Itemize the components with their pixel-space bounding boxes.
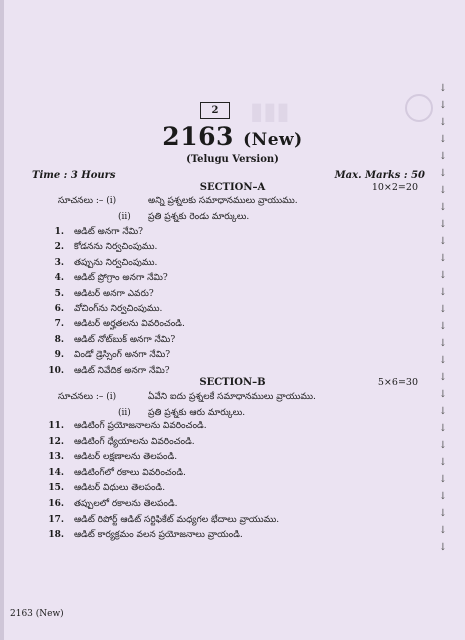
section-b-note-2-label: (ii) xyxy=(118,408,131,418)
question-row xyxy=(30,530,410,544)
down-arrow-icon: ↓ xyxy=(438,202,448,213)
paper-version: (Telugu Version) xyxy=(186,154,279,165)
down-arrow-icon: ↓ xyxy=(438,321,448,332)
question-number: 6. xyxy=(54,304,64,314)
question-row xyxy=(30,468,410,482)
down-arrow-icon: ↓ xyxy=(438,304,448,315)
show-through-badge xyxy=(405,94,433,122)
question-text: విండో డ్రెస్సింగ్ అనగా నేమి? xyxy=(74,350,171,361)
question-number: 5. xyxy=(54,288,64,299)
down-arrow-icon: ↓ xyxy=(438,253,448,264)
question-row xyxy=(30,273,410,287)
question-row xyxy=(30,258,410,272)
question-row xyxy=(30,227,410,241)
down-arrow-icon: ↓ xyxy=(438,270,448,281)
section-b-heading: SECTION–B xyxy=(199,377,266,388)
down-arrow-icon: ↓ xyxy=(438,338,448,349)
question-number: 11. xyxy=(48,421,64,431)
page-number: 2 xyxy=(200,102,230,119)
down-arrow-icon: ↓ xyxy=(438,151,448,162)
question-text: కోడనను నిర్వచింపుము. xyxy=(74,242,158,253)
section-a-note-2-label: (ii) xyxy=(118,212,131,222)
question-text: ఆడిట్ నోట్‌బుక్ అనగా నేమి? xyxy=(74,334,176,345)
section-a-note-label: సూచనలు :– (i) xyxy=(58,196,117,206)
question-text: వోచింగ్‌ను నిర్వచింపుము. xyxy=(74,304,163,314)
down-arrow-icon: ↓ xyxy=(438,355,448,366)
show-through: ▮▮▮ xyxy=(250,96,290,125)
down-arrow-icon: ↓ xyxy=(438,491,448,502)
footer-code: 2163 (New) xyxy=(10,609,64,619)
paper-code xyxy=(0,122,465,151)
down-arrow-icon: ↓ xyxy=(438,168,448,179)
down-arrow-icon: ↓ xyxy=(438,134,448,145)
question-row xyxy=(30,319,410,333)
section-a-marks: 10×2=20 xyxy=(371,182,418,193)
section-a-note-1: అన్ని ప్రశ్నలకు సమాధానములు వ్రాయుము. xyxy=(148,196,298,206)
down-arrow-icon: ↓ xyxy=(438,117,448,128)
down-arrow-icon: ↓ xyxy=(438,508,448,519)
question-text: ఆడిట్ కార్యక్రమం వలన ప్రయోజనాలు వ్రాయండి. xyxy=(74,530,243,541)
down-arrow-icon: ↓ xyxy=(438,474,448,485)
question-number: 2. xyxy=(54,242,64,253)
down-arrow-icon: ↓ xyxy=(438,406,448,417)
down-arrow-icon: ↓ xyxy=(438,219,448,230)
question-row xyxy=(30,304,410,318)
down-arrow-icon: ↓ xyxy=(438,100,448,111)
section-b-note-label: సూచనలు :– (i) xyxy=(58,392,117,402)
scan-edge xyxy=(0,0,4,640)
down-arrow-icon: ↓ xyxy=(438,440,448,451)
question-row xyxy=(30,350,410,364)
question-text: ఆడిటింగ్ ప్రయోజనాలను వివరించండి. xyxy=(74,421,207,431)
question-text: ఆడిట్ ప్రోగ్రాం అనగా నేమి? xyxy=(74,273,168,284)
down-arrow-icon: ↓ xyxy=(438,457,448,468)
question-number: 1. xyxy=(54,227,64,237)
question-row xyxy=(30,335,410,349)
down-arrow-icon: ↓ xyxy=(438,423,448,434)
question-text: ఆడిట్ అనగా నేమి? xyxy=(74,227,143,237)
question-text: ఆడిటర్ విధులు తెలపండి. xyxy=(74,483,166,494)
question-text: ఆడిటర్ అనగా ఎవరు? xyxy=(74,288,154,299)
question-number: 8. xyxy=(54,334,64,345)
exam-time: Time : 3 Hours xyxy=(32,170,116,181)
question-number: 12. xyxy=(48,436,64,447)
section-b-note-1: ఏవేని ఐదు ప్రశ్నలకే సమాధానములు వ్రాయుము. xyxy=(148,392,316,402)
question-number: 4. xyxy=(54,273,64,284)
question-number: 9. xyxy=(54,350,64,361)
down-arrow-icon: ↓ xyxy=(438,185,448,196)
question-text: ఆడిటింగ్ ధ్యేయాలను వివరించండి. xyxy=(74,436,195,447)
section-b-note-2: ప్రతి ప్రశ్నకు ఆరు మార్కులు. xyxy=(148,408,246,418)
question-row xyxy=(30,515,410,529)
question-number: 18. xyxy=(48,530,64,541)
down-arrow-icon: ↓ xyxy=(438,372,448,383)
down-arrow-icon: ↓ xyxy=(438,525,448,536)
section-a-heading: SECTION–A xyxy=(199,182,266,193)
question-number: 3. xyxy=(54,257,64,268)
question-row xyxy=(30,499,410,513)
max-marks: Max. Marks : 50 xyxy=(334,170,425,181)
question-row xyxy=(30,483,410,497)
section-a-note-2: ప్రతి ప్రశ్నకు రెండు మార్కులు. xyxy=(148,212,250,222)
question-number: 16. xyxy=(48,499,64,509)
down-arrow-icon: ↓ xyxy=(438,389,448,400)
question-number: 10. xyxy=(48,365,64,376)
question-text: తప్పును నిర్వచింపుము. xyxy=(74,257,158,268)
paper-code-number: 2163 xyxy=(162,122,234,151)
question-number: 14. xyxy=(48,467,64,478)
question-row xyxy=(30,452,410,466)
margin-arrows xyxy=(438,80,448,556)
down-arrow-icon: ↓ xyxy=(438,542,448,553)
question-text: ఆడిట్ రిపోర్ట్ ఆడిట్ సర్టిఫికేట్ మధ్యగల భేదాలు వ్రాయుము. xyxy=(74,514,280,525)
question-row xyxy=(30,289,410,303)
question-text: తప్పులలో రకాలను తెలపండి. xyxy=(74,499,178,509)
question-text: ఆడిటింగ్‌లో రకాలు వివరించండి. xyxy=(74,467,186,478)
down-arrow-icon: ↓ xyxy=(438,287,448,298)
question-row xyxy=(30,437,410,451)
question-text: ఆడిట్ నివేదిక అనగా నేమి? xyxy=(74,365,170,376)
question-text: ఆడిటర్ అర్హతలను వివరించండి. xyxy=(74,319,185,330)
question-number: 15. xyxy=(48,483,64,494)
paper-code-suffix: (New) xyxy=(243,130,303,150)
question-number: 7. xyxy=(54,319,64,330)
question-text: ఆడిటర్ లక్షణాలను తెలపండి. xyxy=(74,452,178,463)
question-row xyxy=(30,242,410,256)
question-number: 17. xyxy=(48,514,64,525)
question-row xyxy=(30,421,410,435)
down-arrow-icon: ↓ xyxy=(438,83,448,94)
question-number: 13. xyxy=(48,452,64,463)
section-b-marks: 5×6=30 xyxy=(377,377,418,388)
down-arrow-icon: ↓ xyxy=(438,236,448,247)
